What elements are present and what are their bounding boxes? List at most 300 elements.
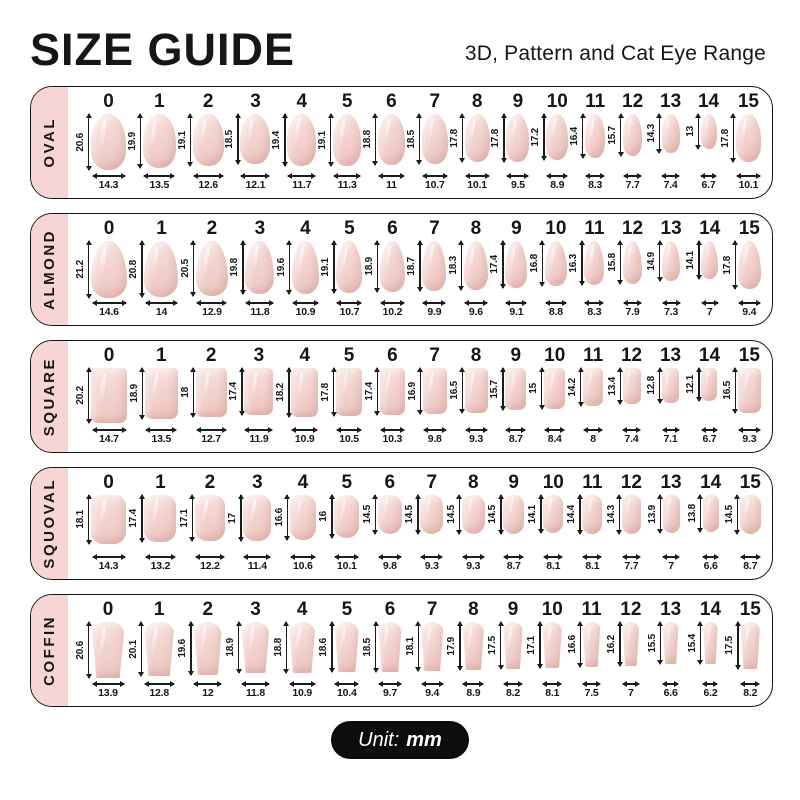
width-value: 8.9 [550, 178, 565, 191]
width-measure [703, 556, 718, 571]
width-measure [379, 556, 401, 571]
nail-cell [179, 472, 225, 571]
length-measure [128, 495, 144, 542]
vertical-arrow-icon [141, 495, 142, 542]
nail-square-image [423, 368, 447, 414]
width-measure [741, 683, 759, 698]
size-number: 12 [620, 472, 642, 494]
vertical-arrow-icon [503, 114, 504, 162]
nail-almond-image [464, 241, 488, 290]
horizontal-arrow-icon [93, 175, 125, 176]
nail-cell [320, 218, 362, 317]
horizontal-arrow-icon [93, 302, 126, 303]
nail-cell [446, 599, 484, 698]
horizontal-arrow-icon [702, 429, 717, 430]
nail-almond-image [196, 241, 228, 296]
width-value: 8.7 [508, 432, 523, 445]
nail-almond-image [422, 241, 446, 291]
horizontal-arrow-icon [544, 556, 562, 557]
length-value: 16.4 [569, 126, 581, 146]
length-value: 17.8 [448, 128, 460, 148]
size-number: 3 [250, 91, 261, 113]
size-number: 13 [660, 218, 682, 240]
length-measure [606, 495, 622, 534]
width-value: 7.4 [663, 178, 678, 191]
size-number: 3 [250, 599, 261, 621]
horizontal-arrow-icon [624, 175, 641, 176]
length-value: 20.8 [128, 259, 140, 279]
nail-cell [487, 472, 524, 571]
length-measure [364, 241, 380, 292]
width-value: 13.5 [149, 178, 170, 191]
row-label-strip [31, 214, 68, 325]
length-value: 14.5 [404, 505, 416, 525]
size-number: 3 [253, 345, 265, 367]
vertical-arrow-icon [659, 114, 660, 153]
horizontal-arrow-icon [197, 302, 226, 303]
nail-cell [489, 218, 527, 317]
length-value: 17.4 [128, 509, 140, 529]
width-measure [663, 683, 678, 698]
width-measure [335, 683, 358, 698]
length-value: 16.8 [528, 254, 540, 274]
nail-cell [644, 91, 681, 190]
nail-cell [225, 599, 270, 698]
nail-cell [129, 345, 178, 444]
vertical-arrow-icon [737, 622, 738, 669]
size-number: 3 [252, 472, 263, 494]
width-measure [737, 175, 760, 190]
nail-coffin-image [144, 622, 175, 676]
vertical-arrow-icon [88, 368, 89, 423]
length-measure [275, 368, 291, 417]
nail-coffin-image [622, 622, 639, 666]
length-value: 15.8 [606, 253, 618, 273]
width-measure [663, 556, 679, 571]
width-value: 10.9 [295, 305, 316, 318]
nail-cell [644, 345, 681, 444]
size-number: 15 [738, 345, 760, 367]
nail-cell [364, 345, 405, 444]
length-value: 18.5 [224, 129, 236, 149]
size-number: 4 [296, 599, 308, 621]
vertical-arrow-icon [659, 368, 660, 403]
horizontal-arrow-icon [463, 683, 483, 684]
row-panel-coffin [30, 594, 773, 707]
vertical-arrow-icon [289, 241, 290, 294]
size-number: 0 [103, 345, 115, 367]
horizontal-arrow-icon [737, 175, 760, 176]
nail-oval-image [193, 114, 224, 166]
length-measure [177, 114, 193, 166]
width-value: 7 [706, 305, 713, 318]
width-measure [93, 175, 125, 190]
width-value: 6.7 [702, 432, 717, 445]
vertical-arrow-icon [698, 114, 699, 149]
length-measure [567, 368, 583, 406]
length-value: 20.6 [75, 132, 86, 152]
width-measure [245, 429, 272, 444]
horizontal-arrow-icon [144, 175, 174, 176]
length-value: 15.5 [646, 633, 658, 653]
width-measure [662, 175, 679, 190]
width-value: 7.1 [663, 432, 678, 445]
nail-squoval-image [144, 495, 176, 542]
length-value: 18.1 [404, 637, 416, 657]
length-measure [687, 495, 703, 532]
nail-cell [683, 345, 720, 444]
length-value: 13.4 [606, 376, 618, 396]
width-value: 8.4 [547, 432, 562, 445]
length-value: 16.6 [566, 635, 578, 655]
width-value: 10.4 [337, 686, 357, 699]
horizontal-arrow-icon [379, 175, 404, 176]
size-number: 8 [467, 472, 479, 494]
nail-cell [724, 472, 761, 571]
nail-almond-image [144, 241, 178, 297]
row-label-strip [31, 595, 68, 706]
length-value: 14.1 [685, 250, 697, 270]
width-measure [739, 429, 760, 444]
width-value: 10.1 [337, 559, 357, 572]
width-measure [93, 556, 125, 571]
nail-square-image [380, 368, 405, 415]
size-number: 9 [507, 599, 519, 621]
size-number: 13 [660, 472, 682, 494]
size-number: 6 [384, 472, 396, 494]
nail-oval-image [143, 114, 176, 168]
nail-oval-image [701, 114, 717, 149]
nail-coffin-image [91, 622, 125, 678]
nail-almond-image [662, 241, 680, 281]
length-value: 18.7 [406, 256, 418, 276]
width-value: 14.3 [98, 178, 119, 191]
length-measure [490, 114, 506, 162]
nail-cell [317, 91, 361, 190]
size-number: 12 [620, 599, 642, 621]
nail-coffin-image [663, 622, 679, 664]
width-measure [463, 683, 483, 698]
nail-squoval-image [503, 495, 524, 534]
vertical-arrow-icon [502, 368, 503, 410]
vertical-arrow-icon [193, 241, 194, 296]
unit-prefix: Unit: [358, 728, 400, 751]
nail-cell [177, 91, 224, 190]
length-value: 13.9 [646, 504, 658, 524]
size-number: 10 [544, 345, 566, 367]
width-value: 12.8 [149, 686, 169, 699]
nail-cell [177, 599, 222, 698]
vertical-arrow-icon [660, 622, 661, 664]
horizontal-arrow-icon [146, 556, 175, 557]
length-measure [180, 241, 196, 296]
length-value: 15 [528, 383, 540, 395]
nail-cell [606, 91, 643, 190]
width-value: 7 [628, 686, 634, 699]
horizontal-arrow-icon [466, 175, 489, 176]
length-value: 17.4 [363, 382, 375, 402]
width-measure [421, 556, 442, 571]
vertical-arrow-icon [500, 622, 501, 669]
row-panel-square [30, 340, 773, 453]
length-measure [526, 622, 542, 668]
width-measure [702, 429, 717, 444]
horizontal-arrow-icon [547, 175, 567, 176]
row-panel-squoval [30, 467, 773, 580]
nail-almond-image [584, 241, 604, 285]
nail-cell [407, 345, 447, 444]
width-measure [422, 683, 443, 698]
nail-cell [362, 599, 402, 698]
width-measure [506, 302, 526, 317]
width-value: 12.1 [245, 178, 266, 191]
vertical-arrow-icon [190, 114, 191, 166]
nail-oval-image [585, 114, 605, 158]
horizontal-arrow-icon [702, 302, 718, 303]
nail-squoval-image [543, 495, 563, 533]
nail-cell [527, 472, 564, 571]
size-number: 5 [341, 599, 353, 621]
width-measure [197, 429, 226, 444]
nail-square-image [291, 368, 318, 417]
length-measure [129, 368, 145, 419]
size-number: 1 [155, 472, 166, 494]
length-value: 16 [318, 511, 330, 523]
nail-cell [605, 345, 642, 444]
length-measure [606, 622, 622, 666]
nail-almond-image [91, 241, 127, 298]
width-measure [663, 302, 680, 317]
width-measure [335, 556, 358, 571]
length-measure [646, 241, 662, 281]
size-number: 14 [697, 91, 720, 113]
width-value: 11.4 [247, 559, 267, 572]
horizontal-arrow-icon [93, 683, 124, 684]
size-number: 6 [386, 91, 397, 113]
nail-squoval-image [420, 495, 443, 534]
horizontal-arrow-icon [337, 302, 361, 303]
width-measure [381, 429, 404, 444]
length-value: 19.6 [177, 639, 189, 659]
length-measure [489, 368, 505, 410]
size-number: 10 [545, 218, 567, 240]
width-value: 12.9 [202, 305, 222, 318]
size-number: 6 [387, 218, 398, 240]
row-label-strip [31, 87, 68, 198]
row-label: ALMOND [41, 229, 58, 311]
length-measure [724, 495, 740, 534]
length-value: 16.6 [273, 508, 285, 528]
width-value: 8.1 [546, 559, 561, 572]
vertical-arrow-icon [462, 114, 463, 162]
horizontal-arrow-icon [506, 302, 526, 303]
width-value: 10.9 [292, 686, 312, 699]
nail-squoval-image [91, 495, 126, 544]
width-value: 10.1 [467, 178, 487, 191]
length-measure [566, 495, 582, 534]
size-number: 1 [156, 345, 167, 367]
length-measure [647, 495, 663, 533]
width-measure [423, 175, 447, 190]
nail-squoval-image [334, 495, 359, 538]
size-number: 7 [426, 472, 438, 494]
vertical-arrow-icon [420, 368, 421, 414]
length-measure [724, 622, 740, 669]
length-measure [569, 114, 585, 158]
nail-cell [645, 218, 682, 317]
nail-cell [490, 91, 529, 190]
nail-cell [406, 91, 448, 190]
horizontal-arrow-icon [466, 429, 487, 430]
length-value: 18.8 [361, 130, 373, 150]
length-measure [607, 241, 623, 284]
width-measure [663, 429, 679, 444]
width-value: 11.3 [337, 178, 357, 191]
length-value: 15.7 [489, 379, 501, 399]
page-title: SIZE GUIDE [30, 24, 296, 75]
size-number: 2 [202, 91, 214, 113]
horizontal-arrow-icon [146, 302, 177, 303]
length-measure [685, 368, 701, 401]
width-value: 8.7 [506, 559, 521, 572]
nail-cell [682, 91, 719, 190]
width-value: 10.7 [339, 305, 360, 318]
nail-squoval-image [622, 495, 641, 534]
horizontal-arrow-icon [586, 175, 604, 176]
width-measure [544, 556, 562, 571]
length-measure [127, 114, 143, 168]
vertical-arrow-icon [88, 495, 89, 544]
length-measure [75, 114, 91, 170]
length-value: 16.5 [448, 381, 460, 401]
length-value: 14.3 [605, 505, 617, 525]
length-measure [362, 495, 378, 534]
width-value: 8.1 [585, 559, 600, 572]
size-number: 11 [582, 472, 603, 494]
width-value: 11.7 [292, 178, 312, 191]
length-value: 20.6 [75, 640, 86, 660]
length-value: 12.1 [685, 375, 697, 395]
horizontal-arrow-icon [506, 429, 525, 430]
size-number: 12 [621, 218, 644, 240]
horizontal-arrow-icon [504, 683, 522, 684]
length-measure [318, 495, 334, 538]
nail-cell [489, 345, 526, 444]
vertical-arrow-icon [619, 622, 620, 666]
size-number: 8 [470, 345, 482, 367]
size-number: 12 [620, 345, 643, 367]
width-measure [701, 175, 716, 190]
width-measure [623, 683, 639, 698]
vertical-arrow-icon [539, 622, 540, 668]
nail-cell [228, 345, 273, 444]
size-number: 11 [585, 91, 606, 113]
horizontal-arrow-icon [93, 556, 125, 557]
vertical-arrow-icon [733, 114, 734, 162]
length-value: 14.5 [361, 505, 373, 525]
row-label: COFFIN [41, 615, 58, 687]
nail-cell [127, 91, 176, 190]
width-value: 8.1 [545, 686, 560, 699]
nail-oval-image [623, 114, 642, 156]
width-value: 8.2 [743, 686, 758, 699]
vertical-arrow-icon [737, 495, 738, 534]
length-measure [607, 368, 623, 404]
horizontal-arrow-icon [583, 556, 601, 557]
width-measure [741, 556, 760, 571]
length-value: 18.8 [272, 638, 284, 658]
vertical-arrow-icon [330, 114, 331, 166]
size-number: 11 [584, 218, 605, 240]
length-value: 19.1 [176, 130, 188, 150]
nail-cell [724, 599, 761, 698]
nail-cell [529, 218, 567, 317]
vertical-arrow-icon [419, 241, 420, 291]
length-value: 18.9 [128, 384, 140, 404]
nail-squoval-image [703, 495, 719, 532]
horizontal-arrow-icon [244, 556, 270, 557]
nail-cell [75, 91, 126, 190]
nail-oval-image [662, 114, 680, 153]
size-number: 14 [700, 472, 722, 494]
nail-oval-image [91, 114, 126, 170]
vertical-arrow-icon [735, 368, 736, 413]
width-measure [381, 302, 404, 317]
width-value: 11.8 [245, 686, 266, 699]
length-measure [274, 495, 290, 540]
size-number: 14 [699, 218, 721, 240]
width-value: 10.3 [382, 432, 403, 445]
width-measure [546, 302, 566, 317]
width-measure [145, 683, 174, 698]
nail-coffin-image [241, 622, 270, 673]
nail-almond-image [545, 241, 567, 286]
nail-cell [362, 91, 405, 190]
length-measure [405, 622, 421, 671]
nail-squoval-image [462, 495, 485, 534]
width-value: 12.7 [201, 432, 221, 445]
length-measure [449, 114, 465, 162]
vertical-arrow-icon [141, 241, 142, 297]
length-value: 19.8 [229, 258, 241, 278]
length-measure [446, 495, 462, 534]
length-measure [487, 495, 503, 534]
length-value: 17.9 [446, 636, 458, 656]
length-measure [528, 368, 544, 409]
length-value: 14.5 [445, 505, 457, 525]
size-number: 8 [471, 91, 483, 113]
length-measure [487, 622, 503, 669]
width-measure [624, 175, 641, 190]
length-value: 14.2 [567, 377, 579, 397]
vertical-arrow-icon [88, 622, 89, 678]
length-measure [448, 241, 464, 290]
horizontal-arrow-icon [194, 175, 223, 176]
size-number: 4 [299, 345, 311, 367]
length-value: 14.3 [645, 124, 657, 144]
nail-square-image [544, 368, 565, 409]
length-value: 17.8 [490, 128, 502, 148]
size-number: 8 [468, 599, 479, 621]
vertical-arrow-icon [459, 495, 460, 534]
width-value: 9.3 [466, 559, 481, 572]
width-value: 8.2 [506, 686, 521, 699]
row-label: SQUOVAL [41, 478, 58, 570]
width-measure [623, 556, 640, 571]
nail-coffin-image [740, 622, 760, 669]
vertical-arrow-icon [579, 495, 580, 534]
nail-oval-image [546, 114, 568, 160]
